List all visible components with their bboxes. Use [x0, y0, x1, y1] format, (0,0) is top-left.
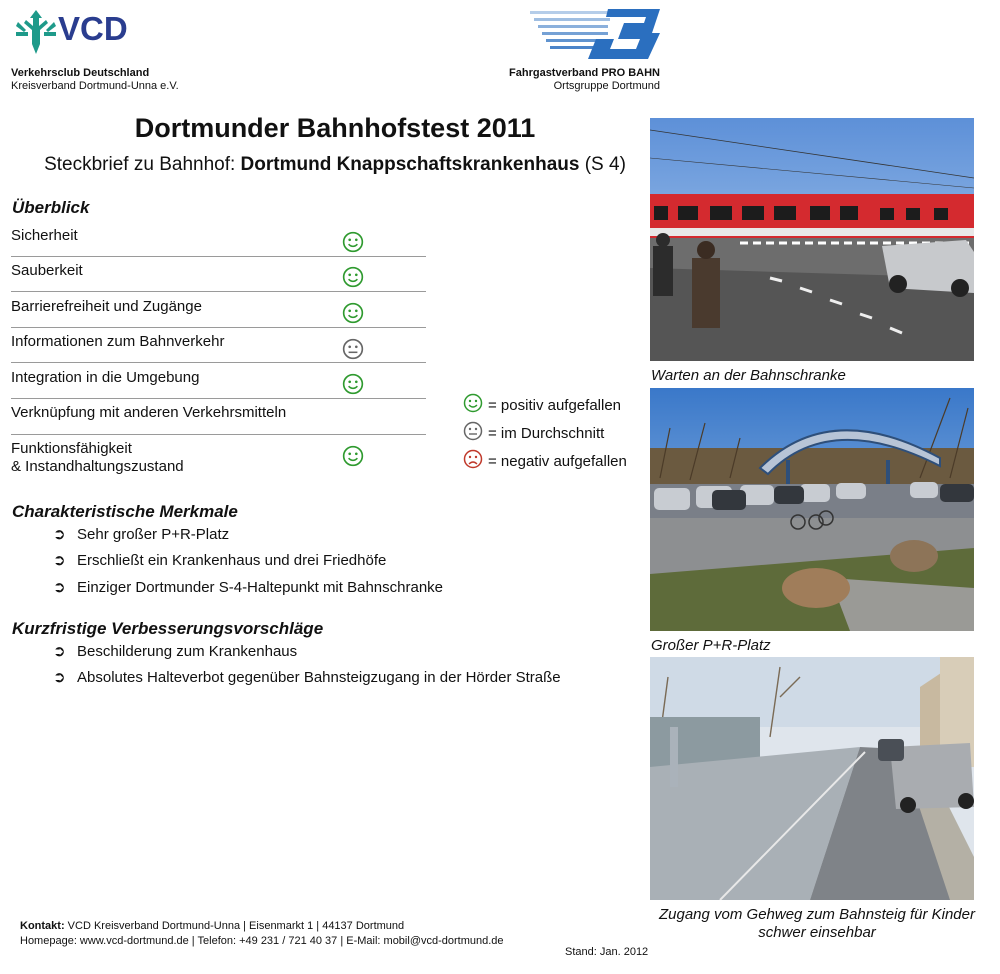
smiley-positive-icon: [342, 266, 364, 288]
overview-heading: Überblick: [12, 198, 90, 217]
bullet-arrow-icon: ➲: [53, 579, 66, 596]
overview-row-label: Integration in die Umgebung: [11, 369, 200, 386]
photo-caption: Großer P+R-Platz: [651, 637, 771, 654]
smiley-positive-icon: [463, 393, 483, 413]
vcd-logo-text: VCD: [58, 10, 128, 47]
bullet-arrow-icon: ➲: [53, 526, 66, 543]
overview-row-label: Informationen zum Bahnverkehr: [11, 333, 225, 350]
overview-row-label: Verknüpfung mit anderen Verkehrsmitteln: [11, 404, 287, 421]
photo-street-access: [650, 657, 974, 900]
station-name: Dortmund Knappschaftskrankenhaus: [240, 154, 580, 175]
photo-caption: Zugang vom Gehweg zum Bahnsteig für Kinder schwer einsehbar: [658, 906, 975, 941]
bullet-arrow-icon: ➲: [53, 643, 66, 660]
features-heading: Charakteristische Merkmale: [12, 502, 238, 521]
footer-date: Stand: Jan. 2012: [565, 946, 649, 958]
smiley-negative-icon: [463, 449, 483, 469]
improvements-heading: Kurzfristige Verbesserungsvorschläge: [12, 619, 324, 638]
photo-park-and-ride: [650, 388, 974, 631]
page-title: Dortmunder Bahnhofstest 2011: [134, 113, 536, 143]
smiley-positive-icon: [342, 373, 364, 395]
overview-row-funktionsfaehigkeit: [11, 435, 426, 477]
bullet-arrow-icon: ➲: [53, 552, 66, 569]
pro-bahn-org-name: Fahrgastverband PRO BAHN Ortsgruppe Dortmund: [509, 67, 660, 92]
smiley-positive-icon: [342, 445, 364, 467]
overview-row-informationen: [11, 328, 426, 363]
bullet-arrow-icon: ➲: [53, 669, 66, 686]
overview-row-barrierefreiheit: [11, 292, 426, 328]
smiley-neutral-icon: [463, 421, 483, 441]
overview-row-label: Funktionsfähigkeit & Instandhaltungszustand: [11, 440, 184, 475]
footer-homepage: Homepage: www.vcd-dortmund.de | Telefon: +49 231 / 721 40 37 | E-Mail: mobil@vcd-dortmund.de: [20, 935, 504, 947]
photo-caption: Warten an der Bahnschranke: [651, 367, 846, 384]
legend-negative-label: = negativ aufgefallen: [488, 453, 627, 470]
overview-row-verknuepfung: [11, 399, 426, 435]
legend-neutral-label: = im Durchschnitt: [488, 425, 605, 442]
pro-bahn-logo: [528, 5, 662, 61]
smiley-positive-icon: [342, 302, 364, 324]
vcd-org-name: Verkehrsclub Deutschland Kreisverband Dortmund-Unna e.V.: [11, 67, 179, 92]
overview-row-sicherheit: [11, 226, 426, 257]
overview-row-integration: [11, 363, 426, 399]
overview-row-sauberkeit: [11, 257, 426, 292]
page-subtitle: Steckbrief zu Bahnhof: Dortmund Knappschaftskrankenhaus (S 4): [44, 154, 626, 175]
overview-row-label: Barrierefreiheit und Zugänge: [11, 298, 202, 315]
legend-positive-label: = positiv aufgefallen: [488, 397, 622, 414]
overview-row-label: Sicherheit: [11, 227, 78, 244]
smiley-positive-icon: [342, 231, 364, 253]
footer-contact: Kontakt: VCD Kreisverband Dortmund-Unna | Eisenmarkt 1 | 44137 Dortmund: [20, 920, 405, 932]
smiley-neutral-icon: [342, 338, 364, 360]
overview-row-label: Sauberkeit: [11, 262, 83, 279]
photo-level-crossing: [650, 118, 974, 361]
